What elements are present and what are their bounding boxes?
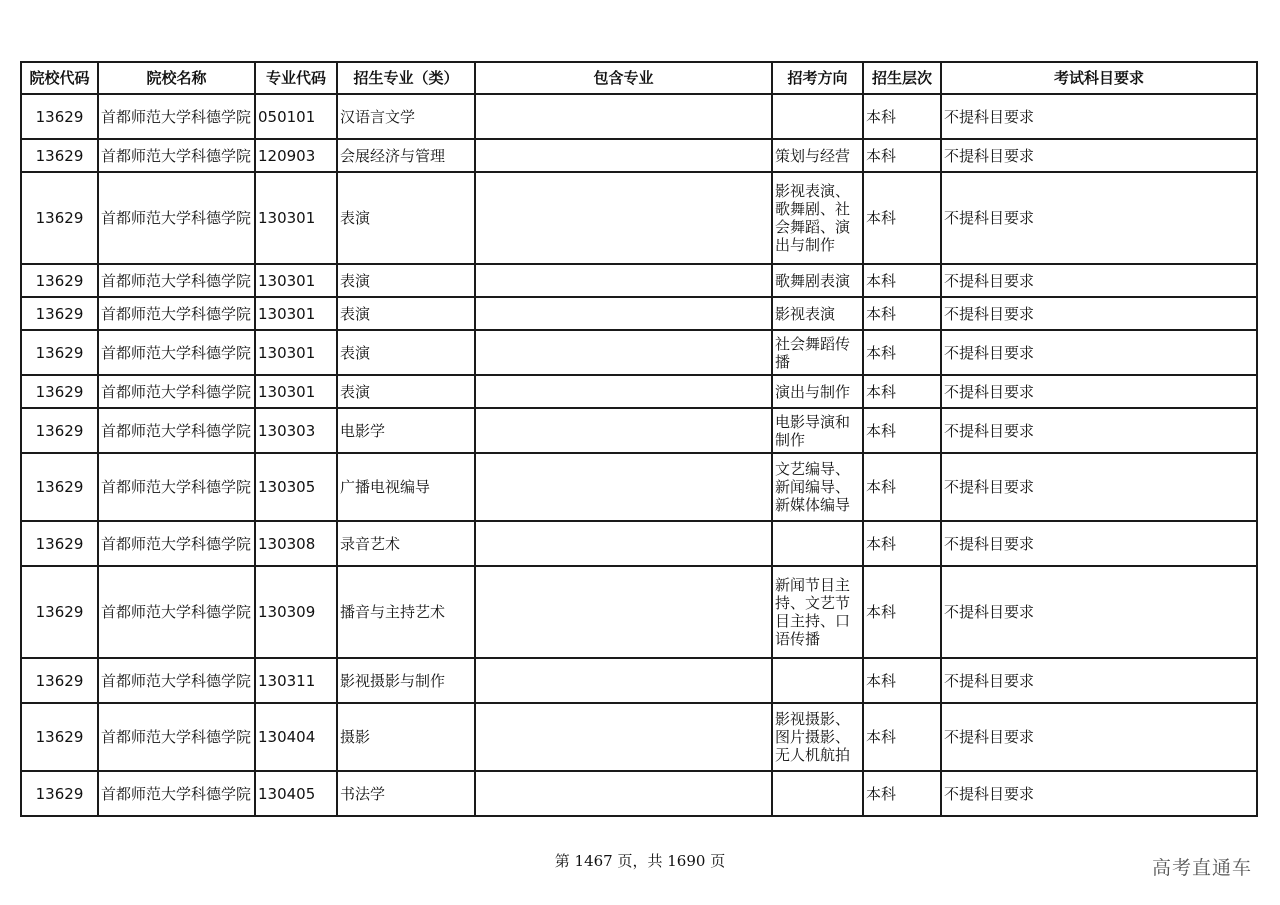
cell-school-name: 首都师范大学科德学院 <box>98 264 255 297</box>
cell-school-name: 首都师范大学科德学院 <box>98 453 255 521</box>
table-row <box>21 566 1257 658</box>
cell-includes <box>475 375 772 408</box>
cell-includes <box>475 408 772 453</box>
watermark: 高考直通车 <box>1151 857 1252 879</box>
cell-major-code: 130301 <box>255 264 337 297</box>
cell-major: 摄影 <box>337 703 475 771</box>
table-row <box>21 375 1257 408</box>
cell-major-code: 130301 <box>255 375 337 408</box>
cell-major-code: 120903 <box>255 139 337 172</box>
cell-level: 本科 <box>863 771 941 816</box>
cell-requirement: 不提科目要求 <box>941 94 1257 139</box>
cell-school-code: 13629 <box>21 172 98 264</box>
cell-direction: 文艺编导、新闻编导、新媒体编导 <box>772 453 863 521</box>
cell-level: 本科 <box>863 297 941 330</box>
cell-major: 表演 <box>337 330 475 375</box>
cell-level: 本科 <box>863 264 941 297</box>
cell-school-code: 13629 <box>21 330 98 375</box>
cell-school-code: 13629 <box>21 566 98 658</box>
table-row <box>21 264 1257 297</box>
cell-school-code: 13629 <box>21 771 98 816</box>
cell-direction: 策划与经营 <box>772 139 863 172</box>
cell-school-code: 13629 <box>21 453 98 521</box>
cell-includes <box>475 94 772 139</box>
cell-school-name: 首都师范大学科德学院 <box>98 771 255 816</box>
cell-requirement: 不提科目要求 <box>941 408 1257 453</box>
cell-level: 本科 <box>863 453 941 521</box>
table-row <box>21 330 1257 375</box>
cell-includes <box>475 771 772 816</box>
cell-includes <box>475 566 772 658</box>
cell-school-code: 13629 <box>21 297 98 330</box>
cell-direction: 演出与制作 <box>772 375 863 408</box>
table-row <box>21 172 1257 264</box>
cell-level: 本科 <box>863 94 941 139</box>
cell-includes <box>475 139 772 172</box>
cell-level: 本科 <box>863 658 941 703</box>
cell-level: 本科 <box>863 703 941 771</box>
cell-level: 本科 <box>863 408 941 453</box>
cell-level: 本科 <box>863 172 941 264</box>
cell-school-code: 13629 <box>21 703 98 771</box>
cell-requirement: 不提科目要求 <box>941 521 1257 566</box>
cell-school-name: 首都师范大学科德学院 <box>98 172 255 264</box>
admissions-table <box>20 61 1258 817</box>
table-row <box>21 297 1257 330</box>
header-includes: 包含专业 <box>475 62 772 94</box>
cell-direction <box>772 521 863 566</box>
cell-includes <box>475 658 772 703</box>
table-row <box>21 94 1257 139</box>
cell-major: 表演 <box>337 172 475 264</box>
cell-major: 录音艺术 <box>337 521 475 566</box>
cell-direction <box>772 658 863 703</box>
cell-major: 广播电视编导 <box>337 453 475 521</box>
cell-school-code: 13629 <box>21 521 98 566</box>
cell-major-code: 130405 <box>255 771 337 816</box>
cell-requirement: 不提科目要求 <box>941 703 1257 771</box>
cell-school-code: 13629 <box>21 408 98 453</box>
header-major: 招生专业（类） <box>337 62 475 94</box>
cell-school-name: 首都师范大学科德学院 <box>98 658 255 703</box>
cell-school-name: 首都师范大学科德学院 <box>98 94 255 139</box>
cell-requirement: 不提科目要求 <box>941 771 1257 816</box>
cell-level: 本科 <box>863 330 941 375</box>
cell-level: 本科 <box>863 521 941 566</box>
cell-requirement: 不提科目要求 <box>941 264 1257 297</box>
cell-major-code: 130303 <box>255 408 337 453</box>
header-school-name: 院校名称 <box>98 62 255 94</box>
cell-school-code: 13629 <box>21 375 98 408</box>
cell-direction <box>772 771 863 816</box>
cell-school-name: 首都师范大学科德学院 <box>98 297 255 330</box>
cell-school-name: 首都师范大学科德学院 <box>98 139 255 172</box>
cell-direction: 影视表演 <box>772 297 863 330</box>
cell-includes <box>475 330 772 375</box>
cell-major: 表演 <box>337 297 475 330</box>
cell-major-code: 130305 <box>255 453 337 521</box>
cell-direction: 影视表演、歌舞剧、社会舞蹈、演出与制作 <box>772 172 863 264</box>
cell-school-name: 首都师范大学科德学院 <box>98 375 255 408</box>
cell-major: 播音与主持艺术 <box>337 566 475 658</box>
header-school-code: 院校代码 <box>21 62 98 94</box>
cell-includes <box>475 297 772 330</box>
cell-direction: 新闻节目主持、文艺节目主持、口语传播 <box>772 566 863 658</box>
table-row <box>21 658 1257 703</box>
cell-school-code: 13629 <box>21 94 98 139</box>
cell-direction <box>772 94 863 139</box>
header-direction: 招考方向 <box>772 62 863 94</box>
table-row <box>21 408 1257 453</box>
cell-major: 电影学 <box>337 408 475 453</box>
cell-major: 表演 <box>337 264 475 297</box>
cell-includes <box>475 264 772 297</box>
cell-school-name: 首都师范大学科德学院 <box>98 566 255 658</box>
cell-requirement: 不提科目要求 <box>941 566 1257 658</box>
cell-direction: 社会舞蹈传播 <box>772 330 863 375</box>
cell-school-code: 13629 <box>21 658 98 703</box>
table-row <box>21 453 1257 521</box>
cell-major-code: 130301 <box>255 172 337 264</box>
cell-school-name: 首都师范大学科德学院 <box>98 521 255 566</box>
cell-requirement: 不提科目要求 <box>941 375 1257 408</box>
cell-major-code: 130301 <box>255 297 337 330</box>
cell-major: 书法学 <box>337 771 475 816</box>
cell-school-name: 首都师范大学科德学院 <box>98 408 255 453</box>
cell-major: 会展经济与管理 <box>337 139 475 172</box>
table-row <box>21 703 1257 771</box>
cell-school-name: 首都师范大学科德学院 <box>98 330 255 375</box>
cell-requirement: 不提科目要求 <box>941 658 1257 703</box>
cell-school-code: 13629 <box>21 264 98 297</box>
cell-level: 本科 <box>863 139 941 172</box>
table-row <box>21 521 1257 566</box>
cell-requirement: 不提科目要求 <box>941 172 1257 264</box>
cell-major-code: 130301 <box>255 330 337 375</box>
cell-includes <box>475 703 772 771</box>
cell-school-name: 首都师范大学科德学院 <box>98 703 255 771</box>
cell-requirement: 不提科目要求 <box>941 297 1257 330</box>
table-header-row <box>21 62 1257 94</box>
page-number: 第 1467 页，共 1690 页 <box>554 852 726 870</box>
cell-major: 表演 <box>337 375 475 408</box>
cell-major-code: 130309 <box>255 566 337 658</box>
header-level: 招生层次 <box>863 62 941 94</box>
cell-direction: 歌舞剧表演 <box>772 264 863 297</box>
cell-major: 影视摄影与制作 <box>337 658 475 703</box>
cell-major-code: 130404 <box>255 703 337 771</box>
table-row <box>21 771 1257 816</box>
table-row <box>21 139 1257 172</box>
cell-requirement: 不提科目要求 <box>941 139 1257 172</box>
cell-includes <box>475 453 772 521</box>
cell-direction: 电影导演和制作 <box>772 408 863 453</box>
cell-major: 汉语言文学 <box>337 94 475 139</box>
header-major-code: 专业代码 <box>255 62 337 94</box>
cell-direction: 影视摄影、图片摄影、无人机航拍 <box>772 703 863 771</box>
cell-level: 本科 <box>863 375 941 408</box>
cell-school-code: 13629 <box>21 139 98 172</box>
cell-requirement: 不提科目要求 <box>941 330 1257 375</box>
header-requirement: 考试科目要求 <box>941 62 1257 94</box>
cell-level: 本科 <box>863 566 941 658</box>
cell-major-code: 050101 <box>255 94 337 139</box>
cell-requirement: 不提科目要求 <box>941 453 1257 521</box>
cell-includes <box>475 521 772 566</box>
cell-major-code: 130311 <box>255 658 337 703</box>
cell-includes <box>475 172 772 264</box>
cell-major-code: 130308 <box>255 521 337 566</box>
